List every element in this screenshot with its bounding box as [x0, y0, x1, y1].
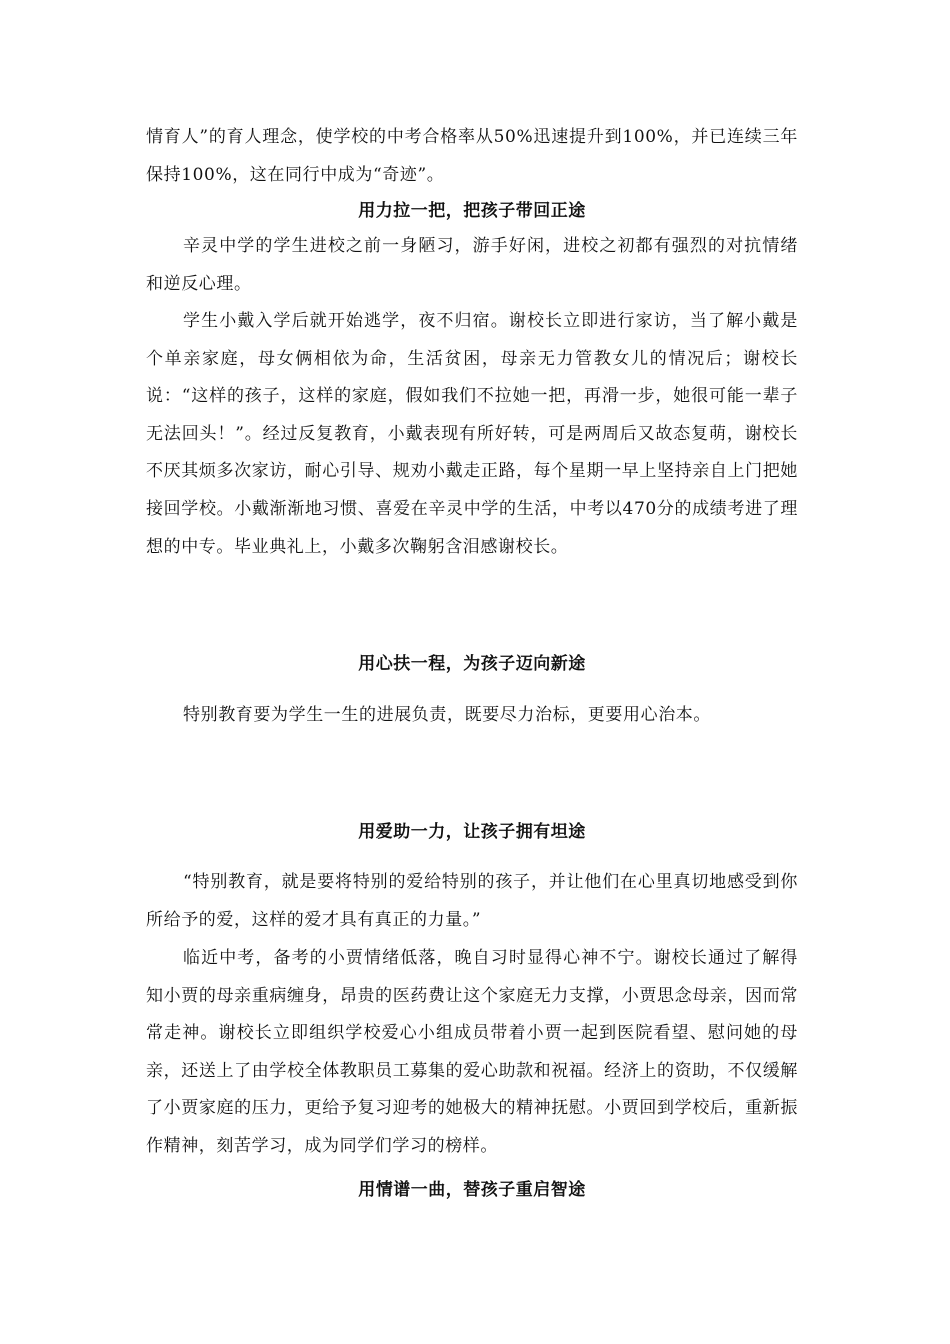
paragraph-intro-continuation: 情育人”的育人理念，使学校的中考合格率从50%迅速提升到100%，并已连续三年保持100%，这在同行中成为“奇迹”。: [146, 127, 798, 185]
section-heading-4: 用情谱一曲，替孩子重启智途: [358, 1180, 586, 1200]
paragraph-special-education: 特别教育要为学生一生的进展负责，既要尽力治标，更要用心治本。: [183, 705, 711, 725]
paragraph-xiaojia-story: 临近中考，备考的小贾情绪低落，晚自习时显得心神不宁。谢校长通过了解得知小贾的母亲重病缠身，昂贵的医药费让这个家庭无力支撑，小贾思念母亲，因而常常走神。谢校长立即组织学校爱心小组成员带着小贾一起到医院看望、慰问她的母亲，还送上了由学校全体教职员工募集的爱心助款和祝福。经济上的资助，不仅缓解了小贾家庭的压力，更给予复习迎考的她极大的精神抚慰。小贾回到学校后，重新振作精神，刻苦学习，成为同学们学习的榜样。: [146, 948, 798, 1156]
paragraph-xiaodai-story: 学生小戴入学后就开始逃学，夜不归宿。谢校长立即进行家访，当了解小戴是个单亲家庭，母女俩相依为命，生活贫困，母亲无力管教女儿的情况后；谢校长说：“这样的孩子，这样的家庭，假如我们不拉她一把，再滑一步，她很可能一辈子无法回头！”。经过反复教育，小戴表现有所好转，可是两周后又故态复萌，谢校长不厌其烦多次家访，耐心引导、规劝小戴走正路，每个星期一早上坚持亲自上门把她接回学校。小戴渐渐地习惯、喜爱在辛灵中学的生活，中考以470分的成绩考进了理想的中专。毕业典礼上，小戴多次鞠躬含泪感谢校长。: [146, 311, 798, 557]
paragraph-student-background: 辛灵中学的学生进校之前一身陋习，游手好闲，进校之初都有强烈的对抗情绪和逆反心理。: [146, 236, 798, 294]
paragraph-quote: “特别教育，就是要将特别的爱给特别的孩子，并让他们在心里真切地感受到你所给予的爱，这样的爱才具有真正的力量。”: [146, 872, 798, 930]
section-heading-2: 用心扶一程，为孩子迈向新途: [358, 654, 586, 674]
section-heading-1: 用力拉一把，把孩子带回正途: [358, 201, 586, 221]
section-heading-3: 用爱助一力，让孩子拥有坦途: [358, 822, 586, 842]
